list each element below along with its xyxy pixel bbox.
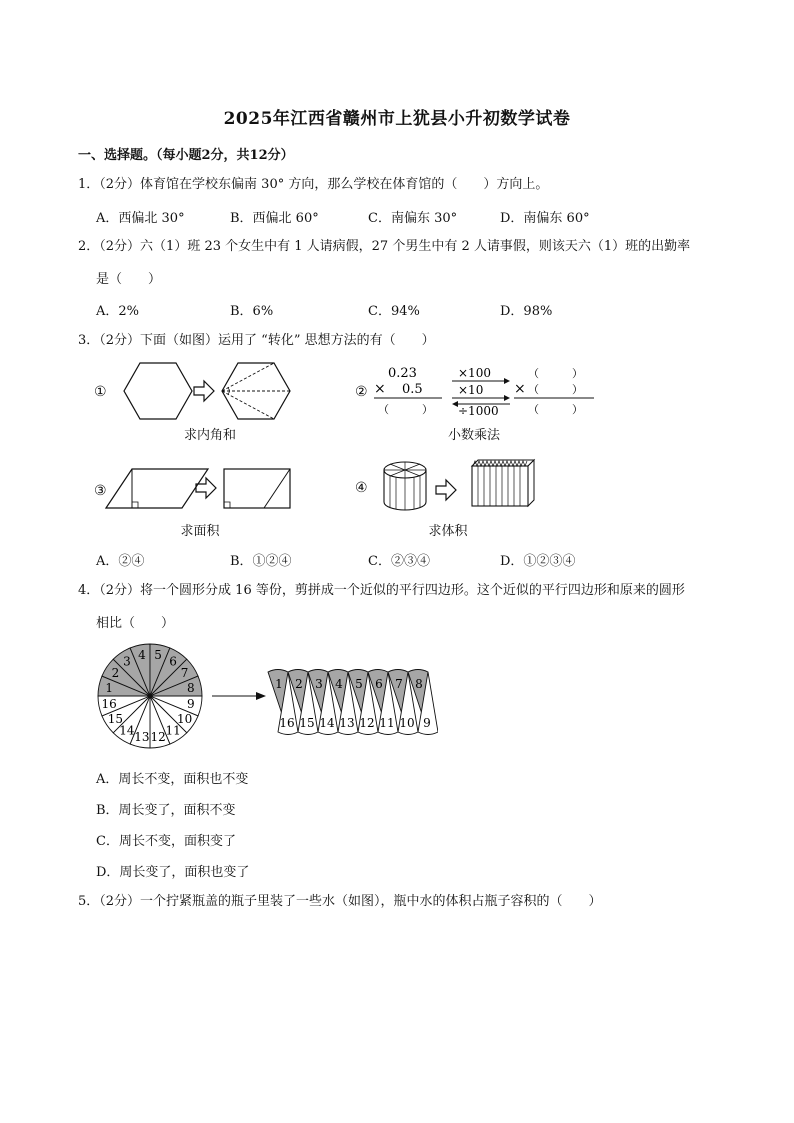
q3-option-d: D．①②③④	[500, 554, 576, 569]
q4-option-d: D．周长变了，面积也变了	[96, 865, 250, 880]
q4-option-c: C．周长不变，面积变了	[96, 834, 236, 849]
sector-label: 16	[101, 697, 117, 712]
strip-bottom-label: 15	[299, 716, 315, 730]
op-divide-1000: ÷1000	[458, 404, 499, 418]
section-heading: 一、选择题。（每小题2分，共12分）	[78, 148, 294, 163]
caption-interior-angle: 求内角和	[183, 428, 236, 443]
strip-bottom-label: 11	[379, 716, 395, 730]
q2-option-b: B．6%	[230, 304, 274, 319]
sector-label: 6	[169, 654, 177, 669]
sector-label: 1	[105, 680, 114, 695]
strip-top-label: 6	[375, 677, 383, 691]
question-1-stem: 1．（2分）体育馆在学校东偏南 30° 方向，那么学校在体育馆的（ ）方向上。	[78, 177, 549, 192]
sector-label: 2	[111, 665, 120, 680]
figure-1-label: ①	[94, 384, 107, 400]
q1-option-b: B．西偏北 60°	[230, 211, 319, 226]
strip-top-label: 3	[315, 677, 323, 691]
strip-bottom-label: 9	[423, 716, 431, 730]
mult-product-blank: （ ）	[378, 403, 433, 416]
strip-top-label: 4	[335, 677, 343, 691]
strip-top-label: 8	[415, 677, 423, 691]
question-2-stem: 2．（2分）六（1）班 23 个女生中有 1 人请病假，27 个男生中有 2 人请事假，则该天六（1）班的出勤率	[78, 239, 691, 254]
q1-option-c: C．南偏东 30°	[368, 211, 458, 226]
result-blank-1: （ ）	[528, 367, 583, 380]
caption-volume: 求体积	[428, 524, 468, 539]
result-blank-2: （ ）	[528, 383, 583, 396]
hexagon-figure	[118, 360, 308, 430]
q2-option-d: D．98%	[500, 304, 553, 319]
result-blank-3: （ ）	[528, 403, 583, 416]
right-arrow	[210, 690, 268, 702]
mult-factor-b: 0.5	[402, 382, 423, 397]
q2-option-c: C．94%	[368, 304, 420, 319]
strip-top-label: 5	[355, 677, 363, 691]
q2-option-a: A．2%	[96, 304, 140, 319]
figure-4-label: ④	[355, 480, 368, 496]
sector-label: 8	[186, 680, 195, 695]
sector-label: 5	[154, 648, 162, 663]
strip-bottom-label: 13	[339, 716, 355, 730]
sector-label: 3	[123, 654, 131, 669]
strip-top-label: 1	[275, 677, 283, 691]
strip-top-label: 7	[395, 677, 403, 691]
question-4-stem: 4．（2分）将一个圆形分成 16 等份，剪拼成一个近似的平行四边形。这个近似的平行四边形和原来的圆形	[78, 583, 685, 598]
sector-label: 12	[150, 729, 166, 744]
result-times-sign: ×	[514, 381, 526, 397]
parallelogram-figure	[104, 466, 300, 516]
strip-bottom-label: 10	[399, 716, 415, 730]
sector-label: 14	[119, 723, 135, 738]
q3-option-b: B．①②④	[230, 554, 292, 569]
sector-label: 4	[138, 648, 146, 663]
q3-option-c: C．②③④	[368, 554, 430, 569]
question-4-stem-cont: 相比（ ）	[96, 616, 175, 631]
caption-decimal-multiplication: 小数乘法	[447, 428, 500, 443]
decimal-multiplication-figure	[372, 360, 612, 422]
strip-top-label: 2	[295, 677, 303, 691]
approx-parallelogram-figure	[262, 666, 438, 738]
circle-16-sectors-figure	[90, 640, 214, 754]
q1-option-d: D．南偏东 60°	[500, 211, 590, 226]
question-5-stem: 5．（2分）一个拧紧瓶盖的瓶子里装了一些水（如图），瓶中水的体积占瓶子容积的（ ）	[78, 894, 602, 909]
op-times-100: ×100	[458, 366, 491, 380]
sector-label: 15	[107, 712, 124, 727]
strip-bottom-label: 16	[279, 716, 295, 730]
sector-label: 11	[165, 723, 181, 738]
q3-option-a: A．②④	[96, 554, 145, 569]
sector-label: 10	[176, 712, 193, 727]
q4-option-a: A．周长不变，面积也不变	[96, 772, 249, 787]
figure-3-label: ③	[94, 483, 107, 499]
figure-2-label: ②	[355, 384, 368, 400]
question-3-stem: 3．（2分）下面（如图）运用了 “转化” 思想方法的有（ ）	[78, 333, 435, 348]
op-times-10: ×10	[458, 383, 484, 397]
sector-label: 9	[186, 697, 195, 712]
sector-label: 13	[134, 729, 150, 744]
mult-factor-a: 0.23	[388, 366, 417, 381]
q1-option-a: A．西偏北 30°	[96, 211, 185, 226]
strip-bottom-label: 14	[319, 716, 335, 730]
strip-bottom-label: 12	[359, 716, 375, 730]
page-title: 2025年江西省赣州市上犹县小升初数学试卷	[223, 109, 571, 129]
cylinder-figure	[382, 458, 546, 516]
question-2-stem-cont: 是（ ）	[96, 272, 162, 287]
mult-times-sign: ×	[374, 381, 386, 397]
q4-option-b: B．周长变了，面积不变	[96, 803, 236, 818]
sector-label: 7	[180, 665, 189, 680]
caption-area: 求面积	[180, 524, 220, 539]
